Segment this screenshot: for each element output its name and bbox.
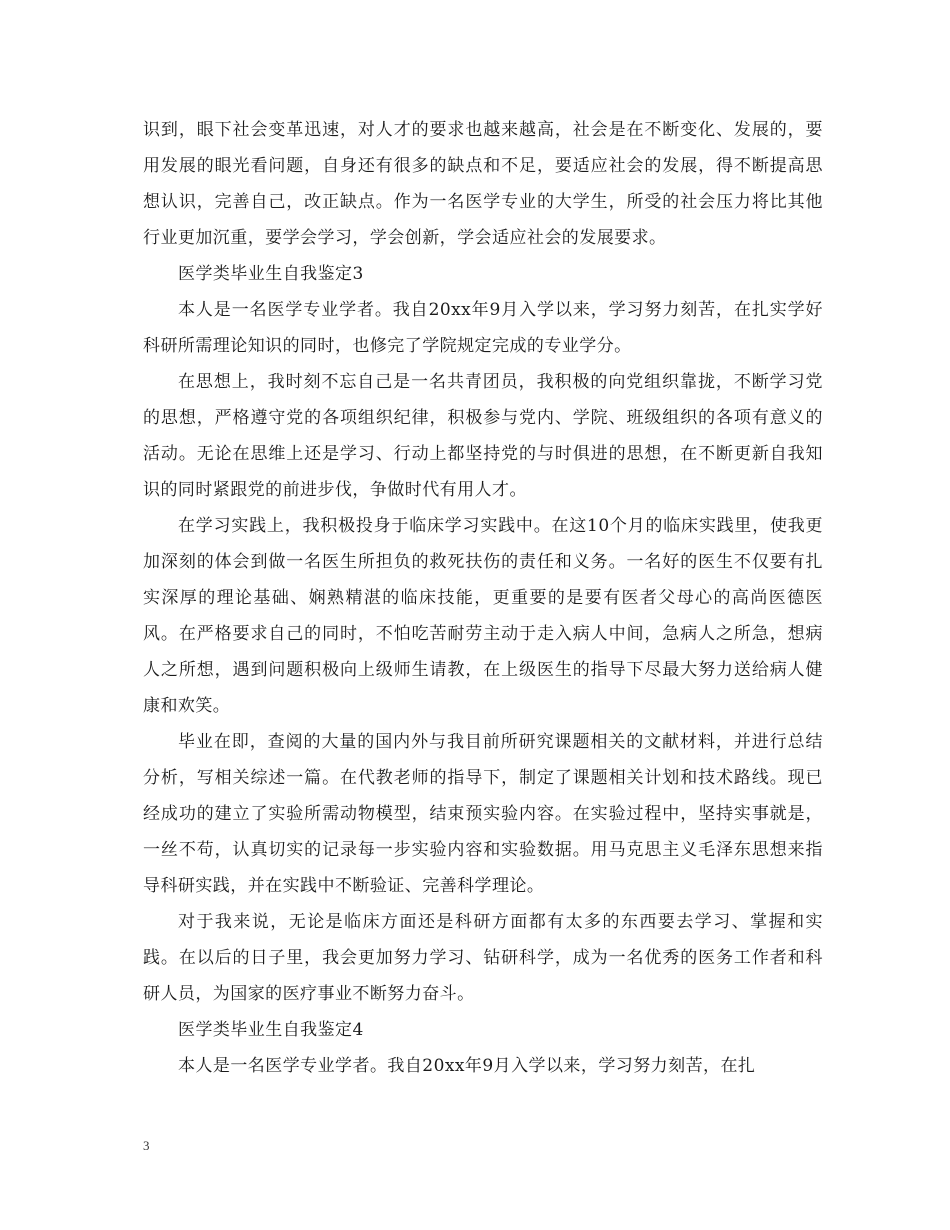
paragraph-thought: 在思想上，我时刻不忘自己是一名共青团员，我积极的向党组织靠拢，不断学习党的思想，严格遵守党的各项组织纪律，积极参与党内、学院、班级组织的各项有意义的活动。无论在思维上还是学习、行动上都坚持党的与时俱进的思想，在不断更新自我知识的同时紧跟党的前进步伐，争做时代有用人才。 (143, 372, 823, 500)
paragraph-practice: 在学习实践上，我积极投身于临床学习实践中。在这10个月的临床实践里，使我更加深刻的体会到做一名医生所担负的救死扶伤的责任和义务。一名好的医生不仅要有扎实深厚的理论基础、娴熟精湛的临床技能，更重要的是要有医者父母心的高尚医德医风。在严格要求自己的同时，不怕吃苦耐劳主动于走入病人中间，急病人之所急，想病人之所想，遇到问题积极向上级师生请教，在上级医生的指导下尽最大努力送给病人健康和欢笑。 (143, 516, 823, 716)
document-body (143, 112, 823, 1084)
paragraph-continuation: 识到，眼下社会变革迅速，对人才的要求也越来越高，社会是在不断变化、发展的，要用发展的眼光看问题，自身还有很多的缺点和不足，要适应社会的发展，得不断提高思想认识，完善自己，改正缺点。作为一名医学专业的大学生，所受的社会压力将比其他行业更加沉重，要学会学习，学会创新，学会适应社会的发展要求。 (143, 120, 823, 248)
paragraph-graduation: 毕业在即，查阅的大量的国内外与我目前所研究课题相关的文献材料，并进行总结分析，写相关综述一篇。在代教老师的指导下，制定了课题相关计划和技术路线。现已经成功的建立了实验所需动物模型，结束预实验内容。在实验过程中，坚持实事就是，一丝不苟，认真切实的记录每一步实验内容和实验数据。用马克思主义毛泽东思想来指导科研实践，并在实践中不断验证、完善科学理论。 (143, 732, 823, 896)
paragraph-future: 对于我来说，无论是临床方面还是科研方面都有太多的东西要去学习、掌握和实践。在以后的日子里，我会更加努力学习、钻研科学，成为一名优秀的医务工作者和科研人员，为国家的医疗事业不断努力奋斗。 (143, 912, 823, 1004)
paragraph-intro-3: 本人是一名医学专业学者。我自20xx年9月入学以来，学习努力刻苦，在扎实学好科研所需理论知识的同时，也修完了学院规定完成的专业学分。 (143, 300, 823, 356)
section-heading-3: 医学类毕业生自我鉴定3 (178, 264, 364, 284)
section-heading-4: 医学类毕业生自我鉴定4 (178, 1020, 364, 1040)
page-number: 3 (143, 1138, 150, 1153)
paragraph-intro-4: 本人是一名医学专业学者。我自20xx年9月入学以来，学习努力刻苦，在扎 (178, 1056, 756, 1076)
